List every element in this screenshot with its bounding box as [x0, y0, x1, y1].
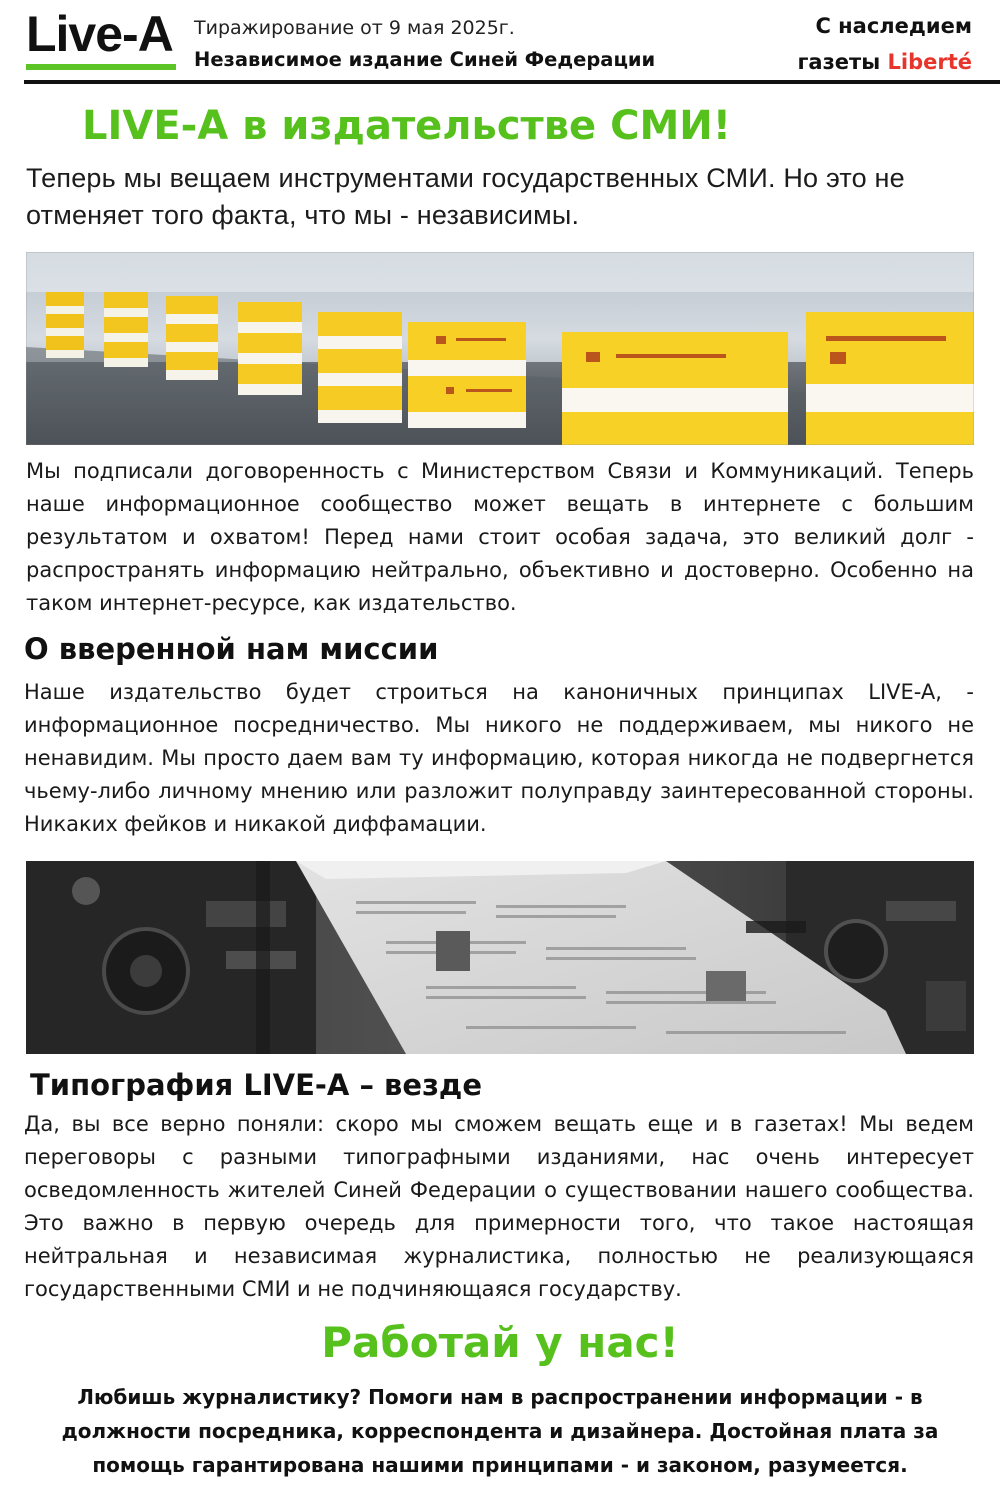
masthead: [0, 0, 1000, 82]
heritage-note: [797, 8, 972, 80]
article-paragraph-2: Наше издательство будет строиться на каноничных принципах LIVE-A, - информационное посредничество. Мы никого не поддерживаем, мы никого не ненавидим. Мы просто даем вам ту информацию, которая никогда не подвергнется чьему-либо личному мнению или разложит полуправду заинтересованной стороны. Никаких фейков и никакой диффамации.: [24, 680, 974, 836]
logo-underline: [26, 64, 176, 70]
heritage-line-2: [797, 44, 972, 80]
printing-press-photo: [26, 861, 974, 1054]
headline: LIVE-A в издательстве СМИ!: [82, 103, 731, 149]
article-paragraph-1: Мы подписали договоренность с Министерством Связи и Коммуникаций. Теперь наше информационное сообщество может вещать в интернете с большим результатом и охватом! Перед нами стоит особая задача, это великий долг - распространять информацию нейтрально, объективно и достоверно. Особенно на таком интернет-ресурсе, как издательство.: [26, 459, 974, 615]
edition-date: Тиражирование от 9 мая 2025г.: [194, 17, 515, 39]
liberte-brand: Liberté: [887, 50, 972, 74]
cta-title: Работай у нас!: [321, 1318, 679, 1367]
books-conveyor-photo: [26, 252, 974, 445]
lead-text: Теперь мы вещаем инструментами государственных СМИ. Но это не отменяет того факта, что мы - независимы.: [26, 163, 905, 230]
heritage-line-1: С наследием: [815, 14, 972, 38]
cta-text: Любишь журналистику? Помоги нам в распространении информации - в должности посредника, корреспондента и дизайнера. Достойная плата за помощь гарантирована нашими принципами - и законом, разумеется.: [61, 1385, 939, 1477]
publication-subtitle: Независимое издание Синей Федерации: [194, 48, 656, 71]
masthead-rule: [24, 80, 1000, 84]
heritage-prefix: газеты: [797, 50, 881, 74]
section-title-typography: Типография LIVE-A – везде: [30, 1068, 483, 1102]
article-paragraph-3: Да, вы все верно поняли: скоро мы сможем вещать еще и в газетах! Мы ведем переговоры с разными типографными изданиями, нас очень интересует осведомленность жителей Синей Федерации о существовании нашего сообщества. Это важно в первую очередь для примерности того, что такое настоящая нейтральная и независимая журналистика, полностью не реализующаяся государственными СМИ и не подчиняющаяся государству.: [24, 1112, 974, 1301]
section-title-mission: О вверенной нам миссии: [24, 632, 439, 666]
logo: Live-A: [26, 6, 173, 62]
